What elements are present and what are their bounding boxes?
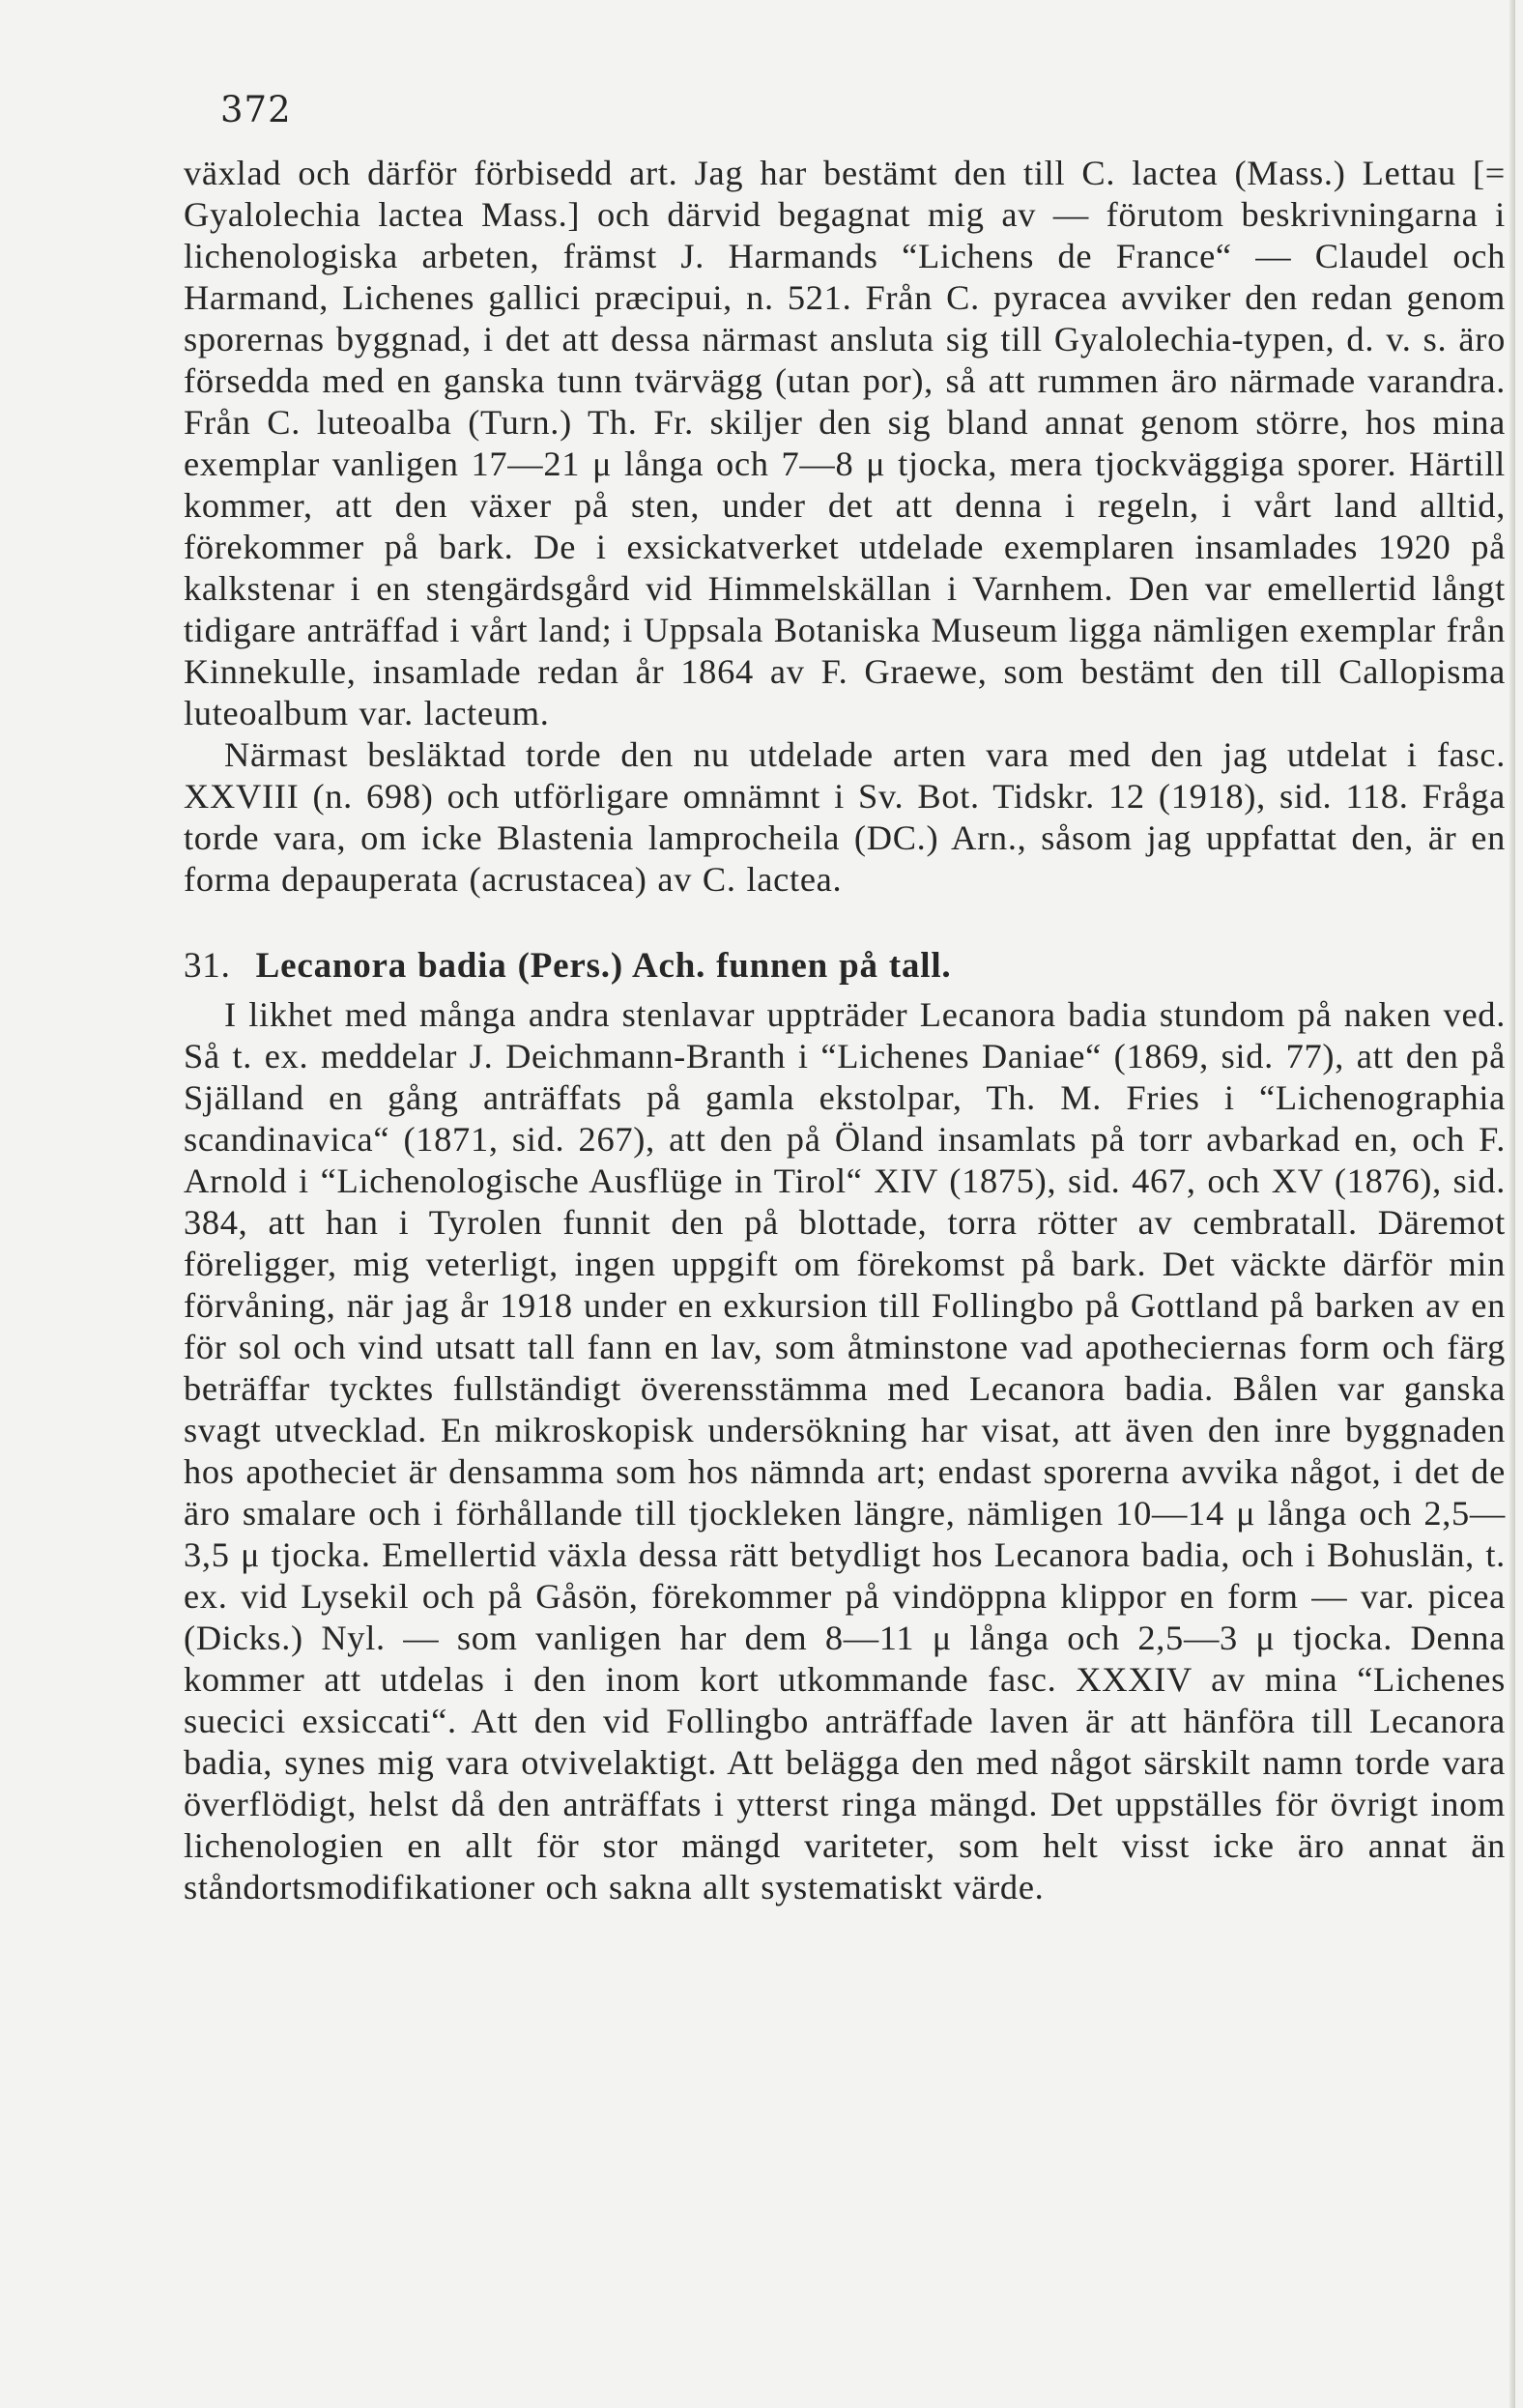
section-text: I likhet med många andra stenlavar uppträder Lecanora badia stundom på naken ved. Så t. ex. meddelar J. Deichmann-Branth i “Lichenes Daniae“ (1869, sid. 77), att den på Själland en gång anträffats på gamla ekstolpar, Th. M. Fries i “Lichenographia scandinavica“ (1871, sid. 267), att den på Öland insamlats på torr avbarkad en, och F. Arnold i “Lichenologische Ausflüge in Tirol“ XIV (1875), sid. 467, och XV (1876), sid. 384, att han i Tyrolen funnit den på blottade, torra rötter av cembratall. Däremot föreligger, mig veterligt, ingen uppgift om förekomst på bark. Det väckte därför min förvåning, när jag år 1918 under en exkursion till Follingbo på Gottland på barken av en för sol och vind utsatt tall fann en lav, som åtminstone vad apotheciernas form och färg beträffar tycktes fullständigt överensstämma med Lecanora badia. Bålen var ganska svagt utvecklad. En mikroskopisk undersökning har visat, att även den inre byggnaden hos apotheciet är densamma som hos nämnda art; endast sporerna avvika något, i det de äro smalare och i förhållande till tjockleken längre, nämligen 10—14 μ långa och 2,5—3,5 μ tjocka. Emellertid växla dessa rätt betydligt hos Lecanora badia, och i Bohuslän, t. ex. vid Lysekil och på Gåsön, förekommer på vindöppna klippor en form — var. picea (Dicks.) Nyl. — som vanligen har dem 8—11 μ långa och 2,5—3 μ tjocka. Denna kommer att utdelas i den inom kort utkommande fasc. XXXIV av mina “Lichenes suecici exsiccati“. Att den vid Follingbo anträffade laven är att hänföra till Lecanora badia, synes mig vara otvivelaktigt. Att belägga den med något särskilt namn torde vara överflödigt, helst då den anträffats i ytterst ringa mängd. Det uppställes för övrigt inom lichenologien en allt för stor mängd variteter, som helt visst icke äro annat än ståndortsmodifikationer och sakna allt systematiskt värde. — [184, 995, 1506, 1906]
page-number: 372 — [220, 89, 292, 130]
paragraph-continuation: växlad och därför förbisedd art. Jag har bestämt den till C. lactea (Mass.) Lettau [= Gyalolechia lactea Mass.] och därvid begagnat mig av — förutom beskrivningarna i lichenologiska arbeten, främst J. Harmands “Lichens de France“ — Claudel och Harmand, Lichenes gallici præcipui, n. 521. Från C. pyracea avviker den redan genom sporernas byggnad, i det att dessa närmast ansluta sig till Gyalolechia-typen, d. v. s. äro försedda med en ganska tunn tvärvägg (utan por), så att rummen äro närmade varandra. Från C. luteoalba (Turn.) Th. Fr. skiljer den sig bland annat genom större, hos mina exemplar vanligen 17—21 μ långa och 7—8 μ tjocka, mera tjockväggiga sporer. Härtill kommer, att den växer på sten, under det att denna i regeln, i vårt land alltid, förekommer på bark. De i exsickatverket utdelade exemplaren insamlades 1920 på kalkstenar i en stengärdsgård vid Himmelskällan i Varnhem. Den var emellertid långt tidigare anträffad i vårt land; i Uppsala Botaniska Museum ligga nämligen exemplar från Kinnekulle, insamlade redan år 1864 av F. Graewe, som bestämt den till Callopisma luteoalbum var. lacteum. — [184, 154, 1506, 732]
section-heading — [184, 945, 1506, 987]
page-edge-shadow — [1509, 0, 1515, 2408]
body-text — [184, 153, 1506, 1908]
section-number: 31. — [184, 946, 231, 986]
paragraph-related-species: Närmast besläktad torde den nu utdelade arten vara med den jag utdelat i fasc. XXVIII (n. 698) och utförligare omnämnt i Sv. Bot. Tidskr. 12 (1918), sid. 118. Fråga torde vara, om icke Blastenia lamprocheila (DC.) Arn., såsom jag uppfattat den, är en forma depauperata (acrustacea) av C. lactea. — [184, 735, 1506, 899]
section-title: Lecanora badia (Pers.) Ach. funnen på tall. — [255, 946, 952, 986]
